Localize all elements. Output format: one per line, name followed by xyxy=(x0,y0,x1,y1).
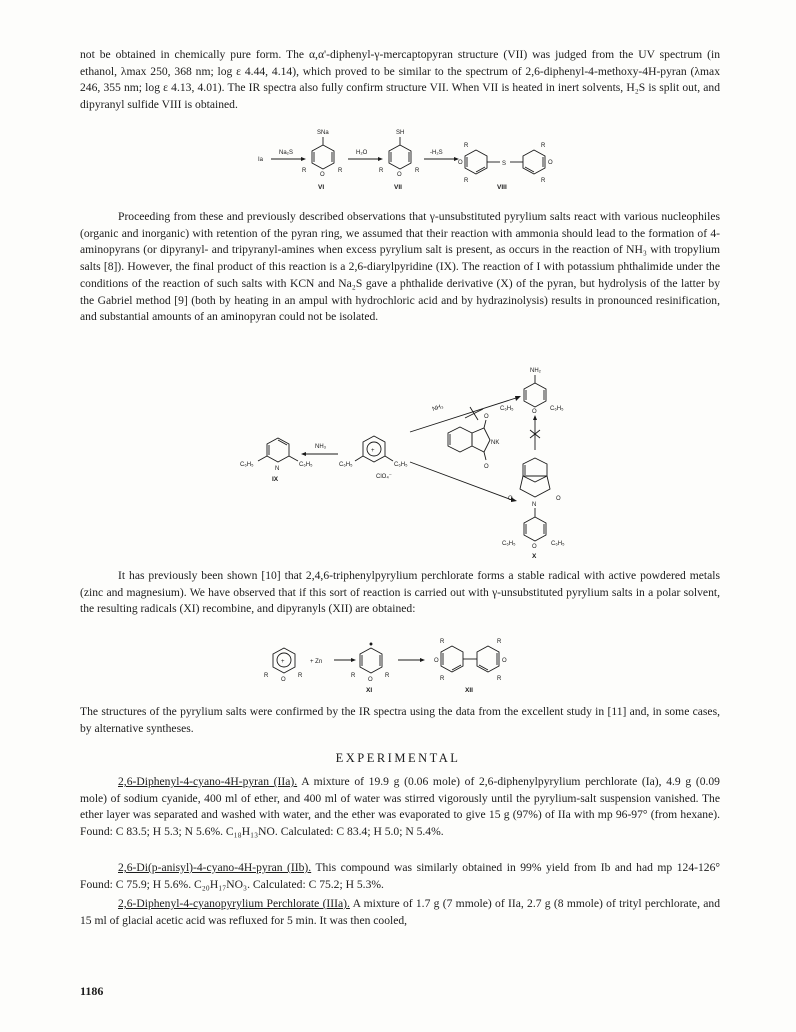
label-xii: XII xyxy=(465,687,473,694)
label-viii: VIII xyxy=(497,184,507,191)
paragraph-ammonia-reaction: Proceeding from these and previously described observations that γ-unsubstituted pyrylium salts react with various nucleophiles (organic and inorganic) with retention of the pyran ring, we assumed that their reaction with ammonia should lead to the formation of 4-aminopyrans (or dipyranyl- and tripyranyl-amines when excess pyrylium salt is present, as occurs in the reaction of NH₃ with tropylium salts [8]). However, the final product of this reaction is a 2,6-diarylpyridine (IX). The reaction of I with potassium phthalimide under the conditions of the reaction of such salts with KCN and Na₂S gave a phthalide derivative (X) of the pyran, but hydrolysis of the latter by the Gabriel method [9] (both by heating in an ampul with hydrochloric acid and by hydrazinolysis) results in pronounced resinification, and substantial amounts of an aminopyran could not be isolated. xyxy=(80,210,720,324)
svg-text:R: R xyxy=(541,143,546,149)
svg-text:R: R xyxy=(464,178,469,184)
svg-text:R: R xyxy=(351,673,356,679)
svg-text:SH: SH xyxy=(396,130,405,136)
svg-text:NH₂: NH₂ xyxy=(530,368,541,374)
svg-text:R: R xyxy=(497,639,502,645)
svg-text:R: R xyxy=(464,143,469,149)
svg-text:O: O xyxy=(484,414,489,420)
paragraph-compound-iia xyxy=(80,774,720,841)
svg-text:O: O xyxy=(502,658,507,664)
label-xi: XI xyxy=(366,687,373,694)
svg-text:R: R xyxy=(338,168,343,174)
paragraph-radicals: It has previously been shown [10] that 2,4,6-triphenylpyrylium perchlorate forms a stable radical with active powdered metals (zinc and magnesium). We have observed that if this sort of reaction is carried out with γ-unsubstituted pyrylium salts in a polar solvent, the resulting radicals (XI) recombine, and dipyranyls (XII) are obtained: xyxy=(80,569,720,616)
compound-heading-iib: 2,6-Di(p-anisyl)-4-cyano-4H-pyran (IIb). xyxy=(118,861,312,874)
section-heading-experimental: EXPERIMENTAL xyxy=(335,751,461,765)
svg-text:R: R xyxy=(440,639,445,645)
reagent-zn: + Zn xyxy=(310,659,323,665)
paragraph-uv-spectrum: not be obtained in chemically pure form. The α,α'-diphenyl-γ-mercaptopyran structure (VII) was judged from the UV spectrum (in ethanol, λmax 250, 368 nm; log ε 4.44, 4.14), which proved to be similar to the spectrum of 2,6-diphenyl-4-methoxy-4H-pyran (λmax 246, 355 nm; log ε 4.13, 4.01). The IR spectra also fully confirm structure VII. When VII is heated in inert solvents, H₂S is split out, and dipyranyl sulfide VIII is obtained. xyxy=(80,48,720,112)
svg-text:N: N xyxy=(532,502,537,508)
svg-text:O: O xyxy=(556,496,561,502)
label-ix: IX xyxy=(272,476,279,483)
compound-body-iib: This compound was similarly obtained in 99% yield from Ib and had mp 124-126° Found: C 75.9; H 5.6%. C₂₀H₁₇NO₃. Calculated: C 75.2; H 5.3%. xyxy=(80,861,721,891)
svg-text:R: R xyxy=(541,178,546,184)
reagent-nh3-diagonal: NH₃ xyxy=(431,403,445,413)
svg-text:C₆H₅: C₆H₅ xyxy=(299,462,313,468)
label-vii: VII xyxy=(394,184,402,191)
label-x: X xyxy=(532,553,537,560)
svg-text:C₆H₅: C₆H₅ xyxy=(394,462,408,468)
svg-text:O: O xyxy=(508,496,513,502)
svg-text:N: N xyxy=(275,466,280,472)
svg-text:R: R xyxy=(440,676,445,682)
svg-text:C₆H₅: C₆H₅ xyxy=(502,541,516,547)
reagent-nh3-left: NH₃ xyxy=(315,444,327,450)
svg-text:C₆H₅: C₆H₅ xyxy=(550,406,564,412)
paragraph-ir-structures: The structures of the pyrylium salts were confirmed by the IR spectra using the data from the excellent study in [11] and, in some cases, by alternative syntheses. xyxy=(80,705,720,735)
svg-text:C₆H₅: C₆H₅ xyxy=(500,406,514,412)
scheme1-start-ia: Ia xyxy=(258,157,264,163)
compound-heading-iiia: 2,6-Diphenyl-4-cyanopyrylium Perchlorate (IIIa). xyxy=(118,897,350,910)
compound-body-iiia: A mixture of 1.7 g (7 mmole) of IIa, 2.7 g (8 mmole) of trityl perchlorate, and 15 ml of glacial acetic acid was refluxed for 5 min. It was then cooled, xyxy=(80,897,720,927)
label-vi: VI xyxy=(318,184,325,191)
svg-text:R: R xyxy=(302,168,307,174)
pyranyl-radical-xi xyxy=(351,643,390,683)
compound-body-iia: A mixture of 19.9 g (0.06 mole) of 2,6-diphenylpyrylium perchlorate (Ia), 4.9 g (0.09 mole) of sodium cyanide, 400 ml of ether, and 400 ml of water was stirred vigorously until the pyrylium-salt suspension vanished. The ether layer was separated and washed with water, and the ether was evaporated to give 15 g (97%) of IIa with mp 96-97° (from hexane). Found: C 83.5; H 5.3; N 5.6%. C₁₈H₁₃NO. Calculated: C 83.4; H 5.0; N 5.4%. xyxy=(80,775,720,839)
dipyranyl-xii xyxy=(434,639,507,682)
svg-text:+: + xyxy=(281,659,285,665)
paragraph-compound-iiia xyxy=(80,896,720,929)
svg-text:O: O xyxy=(532,409,537,415)
pyrylium-cation xyxy=(264,648,303,683)
svg-text:O: O xyxy=(281,677,286,683)
scheme1-reagent-minus-h2s: -H₂S xyxy=(430,150,443,156)
svg-text:R: R xyxy=(497,676,502,682)
svg-text:NK: NK xyxy=(491,440,500,446)
scheme1-reagent-h2o: H₂O xyxy=(356,150,368,156)
svg-text:C₆H₅: C₆H₅ xyxy=(339,462,353,468)
svg-text:R: R xyxy=(264,673,269,679)
compound-heading-iia: 2,6-Diphenyl-4-cyano-4H-pyran (IIa). xyxy=(118,775,298,788)
svg-text:R: R xyxy=(385,673,390,679)
svg-text:O: O xyxy=(484,464,489,470)
svg-text:O: O xyxy=(320,172,325,178)
svg-text:ClO₄⁻: ClO₄⁻ xyxy=(376,474,392,480)
svg-text:O: O xyxy=(548,160,553,166)
svg-text:+: + xyxy=(371,448,375,454)
svg-text:S: S xyxy=(502,161,507,167)
svg-text:O: O xyxy=(458,160,463,166)
svg-text:R: R xyxy=(415,168,420,174)
svg-text:O: O xyxy=(368,677,373,683)
paragraph-compound-iib xyxy=(80,860,720,893)
svg-text:R: R xyxy=(298,673,303,679)
svg-text:O: O xyxy=(397,172,402,178)
svg-text:C₆H₅: C₆H₅ xyxy=(240,462,254,468)
page-number: 1186 xyxy=(80,984,104,998)
svg-text:SNa: SNa xyxy=(317,130,329,136)
svg-text:R: R xyxy=(379,168,384,174)
scheme1-reagent-na2s: Na₂S xyxy=(279,150,294,156)
svg-text:O: O xyxy=(532,544,537,550)
svg-text:O: O xyxy=(434,658,439,664)
svg-text:C₆H₅: C₆H₅ xyxy=(551,541,565,547)
